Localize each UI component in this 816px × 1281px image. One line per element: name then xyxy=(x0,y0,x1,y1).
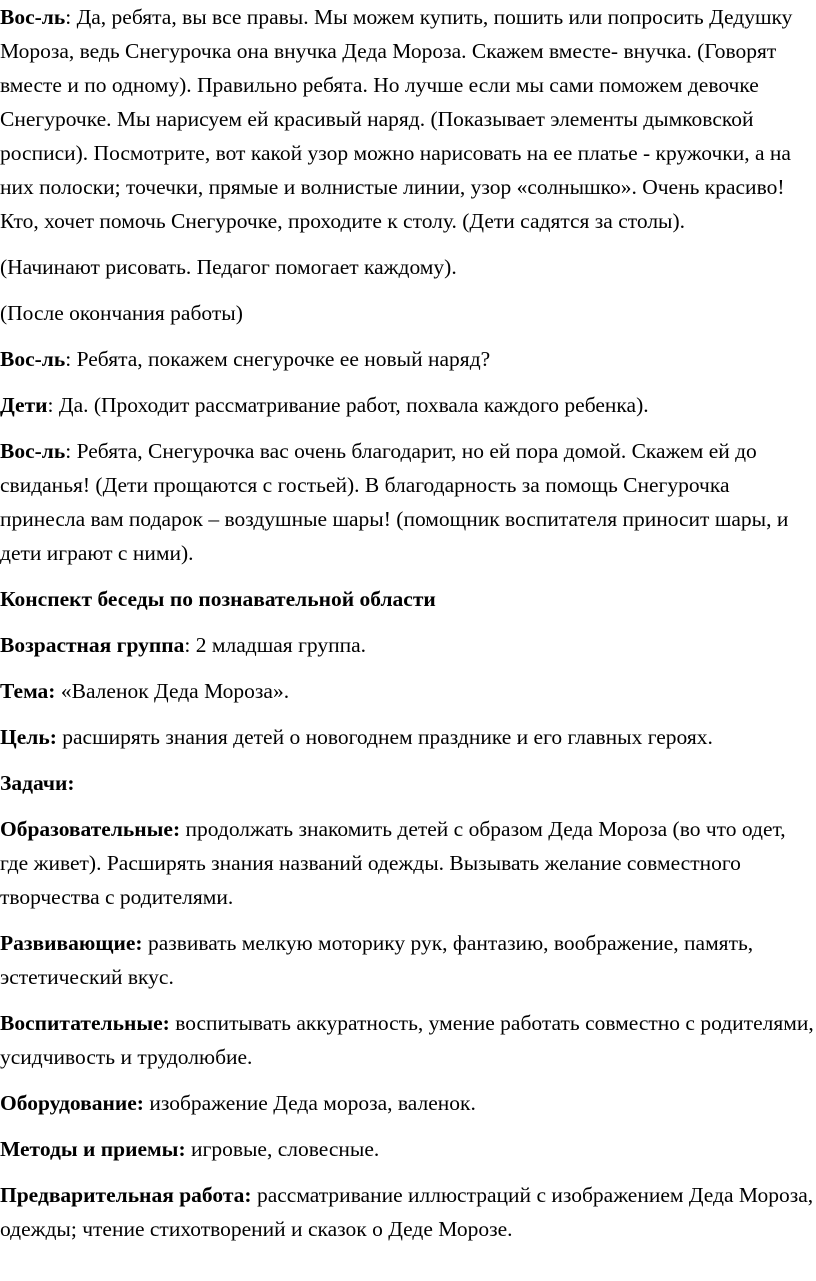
paragraph-teacher-speech-2 xyxy=(0,342,816,376)
field-preliminary-work xyxy=(0,1178,816,1246)
separator: : xyxy=(65,439,77,463)
paragraph-stage-direction-2 xyxy=(0,296,816,330)
field-value: развивать мелкую моторику рук, фантазию, воображение, память, эстетический вкус. xyxy=(0,931,754,989)
field-upbringing-tasks xyxy=(0,1006,816,1074)
separator: : xyxy=(47,393,59,417)
field-methods xyxy=(0,1132,816,1166)
field-value: воспитывать аккуратность, умение работать совместно с родителями, усидчивость и трудолюбие. xyxy=(0,1011,814,1069)
field-value: продолжать знакомить детей с образом Деда Мороза (во что одет, где живет). Расширять знания названий одежды. Вызывать желание совместного творчества с родителями. xyxy=(0,817,786,909)
paragraph-text: (Начинают рисовать. Педагог помогает каждому). xyxy=(0,255,457,279)
paragraph-children-speech xyxy=(0,388,816,422)
paragraph-teacher-speech-1 xyxy=(0,0,816,238)
field-label: Воспитательные: xyxy=(0,1011,170,1035)
paragraph-stage-direction-1 xyxy=(0,250,816,284)
paragraph-text: Да, ребята, вы все правы. Мы можем купить, пошить или попросить Дедушку Мороза, ведь Снегурочка она внучка Деда Мороза. Скажем вместе- внучка. (Говорят вместе и по одному). Правильно ребята. Но лучше если мы сами поможем девочке Снегурочке. Мы нарисуем ей красивый наряд. (Показывает элементы дымковской росписи). Посмотрите, вот какой узор можно нарисовать на ее платье - кружочки, а на них полоски; точечки, прямые и волнистые линии, узор «солнышко». Очень красиво! Кто, хочет помочь Снегурочке, проходите к столу. (Дети садятся за столы). xyxy=(0,5,793,233)
field-label: Развивающие: xyxy=(0,931,143,955)
field-tasks xyxy=(0,766,816,800)
field-value: изображение Деда мороза, валенок. xyxy=(149,1091,476,1115)
field-label: Оборудование: xyxy=(0,1091,144,1115)
field-value: 2 младшая группа. xyxy=(195,633,367,657)
paragraph-teacher-speech-3 xyxy=(0,434,816,570)
field-developing-tasks xyxy=(0,926,816,994)
field-label: Предварительная работа: xyxy=(0,1183,252,1207)
field-label: Цель: xyxy=(0,725,57,749)
separator: : xyxy=(65,5,77,29)
field-goal xyxy=(0,720,816,754)
field-label: Задачи: xyxy=(0,771,75,795)
paragraph-text: Ребята, покажем снегурочке ее новый наряд? xyxy=(76,347,491,371)
speaker-label: Вос-ль xyxy=(0,347,66,371)
speaker-label: Дети xyxy=(0,393,48,417)
separator: : xyxy=(65,347,77,371)
field-topic xyxy=(0,674,816,708)
paragraph-text: (После окончания работы) xyxy=(0,301,243,325)
section-heading xyxy=(0,582,816,616)
field-value: «Валенок Деда Мороза». xyxy=(60,679,290,703)
field-label: Образовательные: xyxy=(0,817,181,841)
field-value: расширять знания детей о новогоднем празднике и его главных героях. xyxy=(62,725,713,749)
separator: : xyxy=(184,633,196,657)
speaker-label: Вос-ль xyxy=(0,439,66,463)
field-educational-tasks xyxy=(0,812,816,914)
paragraph-text: Да. (Проходит рассматривание работ, похвала каждого ребенка). xyxy=(58,393,649,417)
heading-label: Конспект беседы по познавательной области xyxy=(0,587,436,611)
paragraph-text: Ребята, Снегурочка вас очень благодарит, но ей пора домой. Скажем ей до свиданья! (Дети прощаются с гостьей). В благодарность за помощь Снегурочка принесла вам подарок – воздушные шары! (помощник воспитателя приносит шары, и дети играют с ними). xyxy=(0,439,789,565)
field-label: Тема: xyxy=(0,679,56,703)
field-label: Возрастная группа xyxy=(0,633,185,657)
field-value: рассматривание иллюстраций с изображением Деда Мороза, одежды; чтение стихотворений и сказок о Деде Морозе. xyxy=(0,1183,814,1241)
field-age-group xyxy=(0,628,816,662)
field-equipment xyxy=(0,1086,816,1120)
field-label: Методы и приемы: xyxy=(0,1137,186,1161)
speaker-label: Вос-ль xyxy=(0,5,66,29)
field-value: игровые, словесные. xyxy=(191,1137,380,1161)
